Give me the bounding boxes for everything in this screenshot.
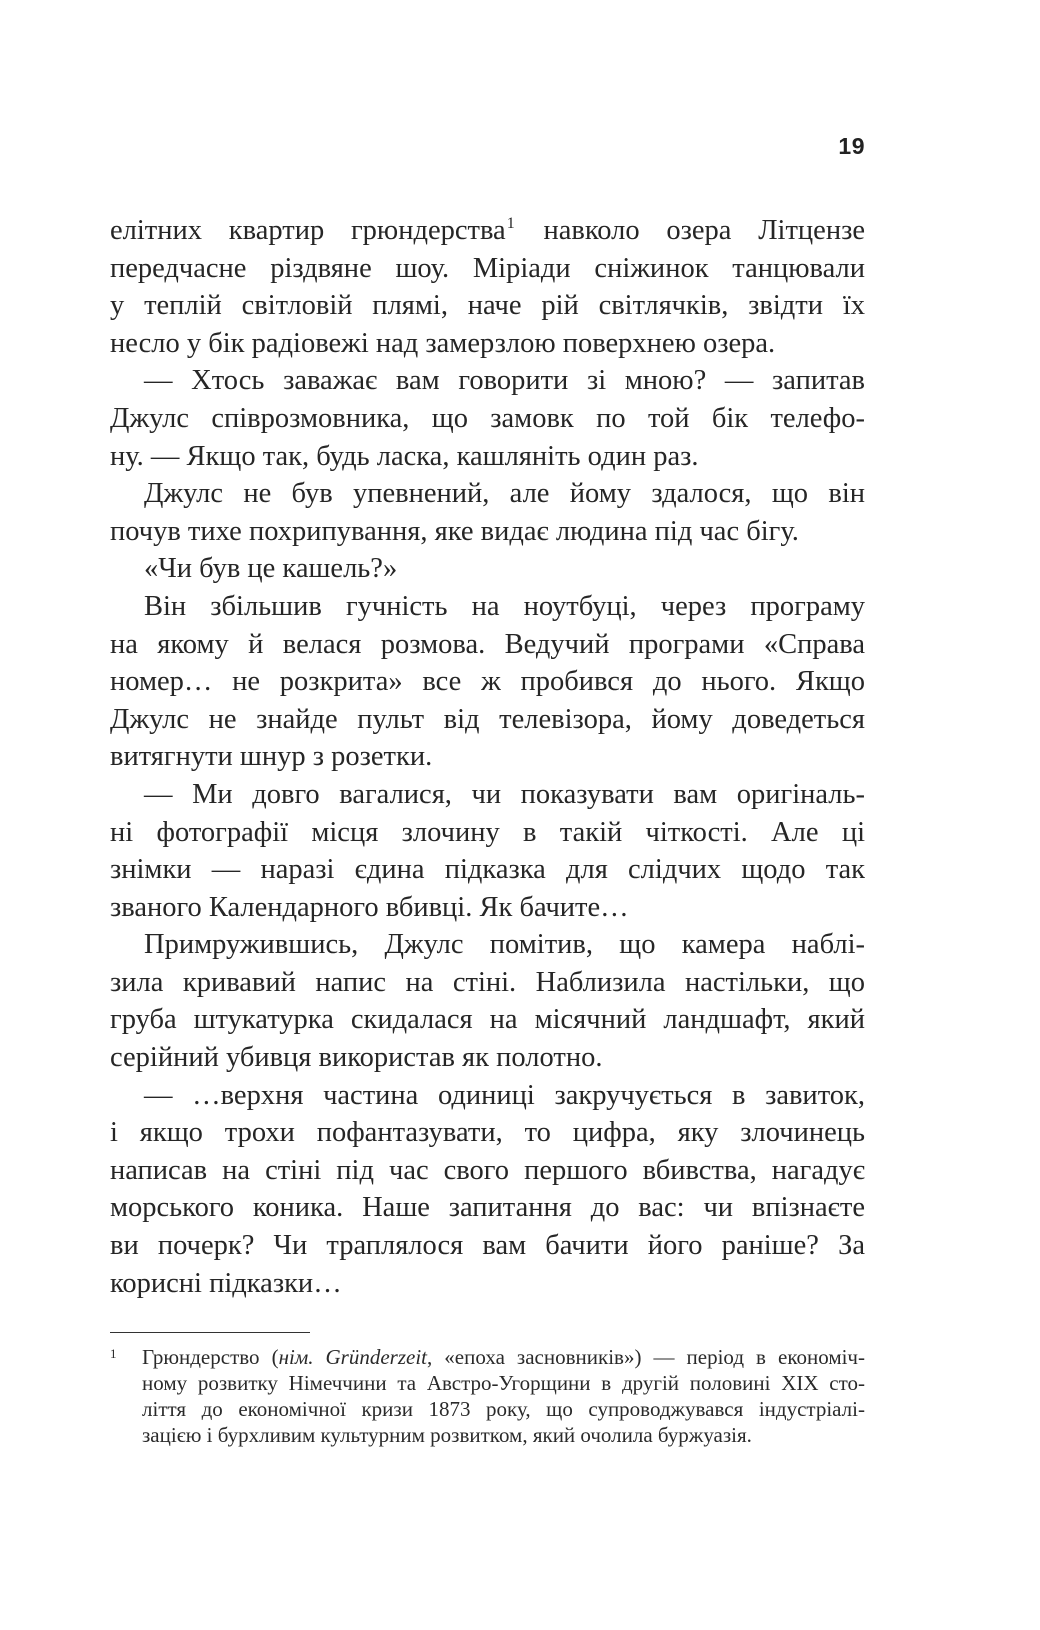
- text-line: зила кривавий напис на стіні. Наблизила настільки, що: [110, 966, 865, 998]
- text-line: витягнути шнур з розетки.: [110, 741, 433, 773]
- text-line: несло у бік радіовежі над замерзлою поверхнею озера.: [110, 327, 776, 359]
- text-segment: навколо озера Літцензе: [516, 215, 865, 246]
- footnote-italic-text: нім. Gründerzeit: [278, 1345, 428, 1369]
- footnote-marker: 1: [110, 1346, 117, 1361]
- text-line: — Хтось заважає вам говорити зі мною? — запитав: [144, 365, 865, 397]
- text-line: Джулс співрозмовника, що замовк по той бік телефо-: [110, 402, 865, 434]
- text-line: — …верхня частина одиниці закручується в завиток,: [144, 1079, 865, 1111]
- text-line: знімки — наразі єдина підказка для слідчих щодо так: [110, 854, 865, 886]
- text-line: Він збільшив гучність на ноутбуці, через програму: [144, 590, 865, 622]
- footnote-reference[interactable]: 1: [506, 215, 515, 232]
- text-line: ну. — Якщо так, будь ласка, кашляніть один раз.: [110, 440, 699, 472]
- text-line: груба штукатурка скидалася на місячний ландшафт, який: [110, 1004, 865, 1036]
- footnote-text: , «епоха засновників») — період в економіч-: [427, 1345, 865, 1369]
- text-line: у теплій світловій плямі, наче рій світлячків, звідти їх: [110, 290, 865, 322]
- text-line: передчасне різдвяне шоу. Міріади сніжинок танцювали: [110, 252, 865, 284]
- footnote-line: зацією і бурхливим культурним розвитком, який очолила буржуазія.: [142, 1423, 752, 1447]
- text-line: — Ми довго вагалися, чи показувати вам оригіналь-: [144, 778, 865, 810]
- footnote-separator: [110, 1332, 310, 1333]
- footnote-line: [142, 1344, 865, 1370]
- text-line: [110, 212, 865, 250]
- text-line: корисні підказки…: [110, 1267, 342, 1299]
- footnote-line: ному розвитку Німеччини та Австро-Угорщини в другій половині XIX сто-: [142, 1371, 865, 1395]
- text-segment: елітних квартир грюндерства: [110, 215, 506, 246]
- text-line: почув тихе похрипування, яке видає людина під час бігу.: [110, 515, 799, 547]
- footnote-text: Грюндерство (: [142, 1345, 279, 1369]
- text-line: ні фотографії місця злочину в такій чіткості. Але ці: [110, 816, 865, 848]
- page-number: 19: [838, 133, 865, 159]
- text-line: Джулс не був упевнений, але йому здалося, що він: [144, 478, 865, 510]
- text-line: Примружившись, Джулс помітив, що камера наблі-: [144, 929, 865, 961]
- text-line: морського коника. Наше запитання до вас: чи впізнаєте: [110, 1192, 865, 1224]
- text-line: і якщо трохи пофантазувати, то цифра, яку злочинець: [110, 1117, 865, 1149]
- footnote-body: [142, 1344, 865, 1448]
- text-line: «Чи був це кашель?»: [144, 553, 398, 585]
- footnote: [110, 1344, 865, 1448]
- text-line: написав на стіні під час свого першого вбивства, нагадує: [110, 1154, 865, 1186]
- text-line: серійний убивця використав як полотно.: [110, 1042, 603, 1074]
- footnote-line: ліття до економічної кризи 1873 року, що супроводжувався індустріалі-: [142, 1397, 865, 1421]
- text-line: номер… не розкрита» все ж пробився до нього. Якщо: [110, 666, 865, 698]
- main-text: [110, 212, 865, 1302]
- text-line: на якому й велася розмова. Ведучий програми «Справа: [110, 628, 865, 660]
- text-line: Джулс не знайде пульт від телевізора, йому доведеться: [110, 703, 865, 735]
- text-line: званого Календарного вбивці. Як бачите…: [110, 891, 629, 923]
- text-line: ви почерк? Чи траплялося вам бачити його раніше? За: [110, 1230, 865, 1262]
